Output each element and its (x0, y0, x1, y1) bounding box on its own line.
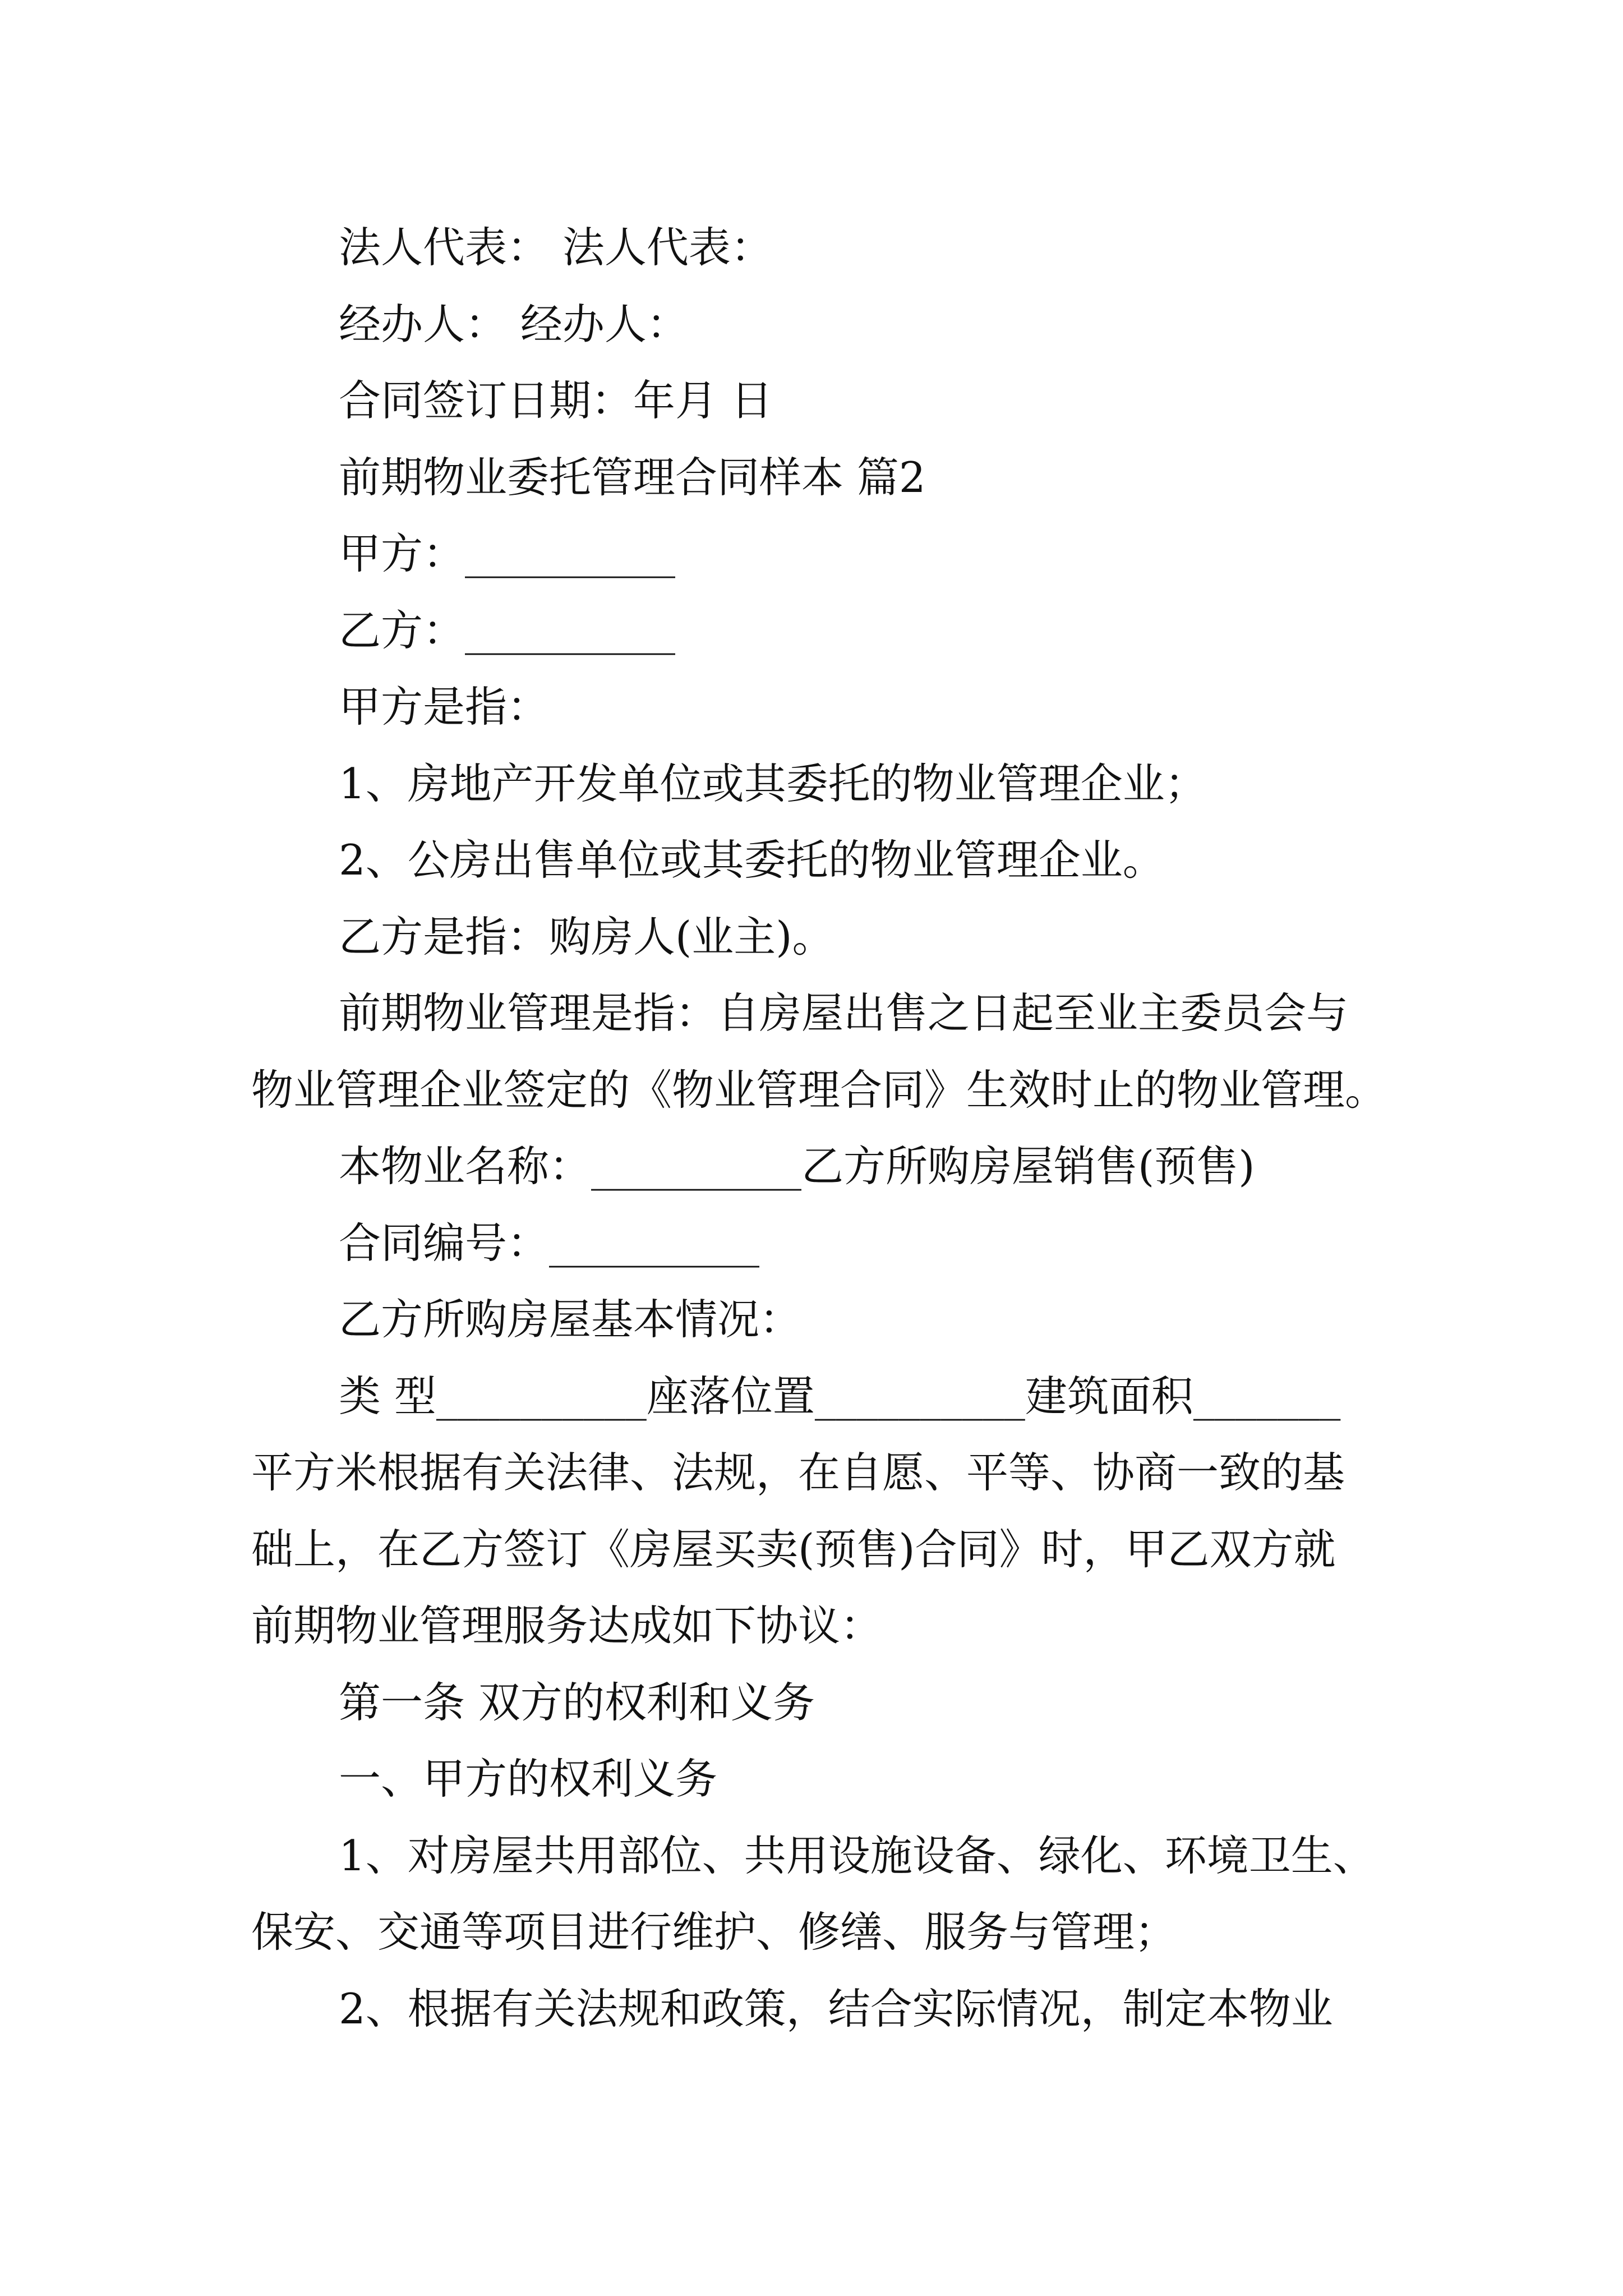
party-b-definition: 乙方是指：购房人(业主)。 (339, 912, 834, 961)
party-a-definition-heading: 甲方是指： (339, 682, 550, 731)
obligation-item-line: 1、对房屋共用部位、共用设施设备、绿化、环境卫生、 (339, 1830, 1375, 1880)
obligation-item-line: 2、根据有关法规和政策，结合实际情况，制定本物业 (339, 1984, 1333, 2033)
document-body (251, 209, 1586, 2047)
house-info-heading: 乙方所购房屋基本情况： (339, 1295, 802, 1344)
party-a-field: 甲方：__________ (339, 529, 676, 578)
agreement-preamble-line: 础上，在乙方签订《房屋买卖(预售)合同》时，甲乙双方就 (251, 1524, 1336, 1574)
obligation-item-line: 保安、交通等项目进行维护、修缮、服务与管理； (251, 1907, 1177, 1957)
party-b-field: 乙方：__________ (339, 605, 676, 655)
agreement-preamble-line: 平方米根据有关法律、法规，在自愿、平等、协商一致的基 (251, 1448, 1345, 1497)
party-a-definition-item: 2、公房出售单位或其委托的物业管理企业。 (339, 835, 1165, 885)
signing-date-line: 合同签订日期：年月 日 (339, 376, 773, 425)
legal-representative-line: 法人代表： 法人代表： (339, 223, 773, 272)
agreement-preamble-line: 前期物业管理服务达成如下协议： (251, 1601, 883, 1650)
party-a-definition-item: 1、房地产开发单位或其委托的物业管理企业； (339, 758, 1207, 808)
handler-line: 经办人： 经办人： (339, 299, 689, 349)
property-name-field: 本物业名称：__________乙方所购房屋销售(预售) (339, 1142, 1255, 1191)
section-title: 前期物业委托管理合同样本 篇2 (339, 452, 926, 502)
contract-number-field: 合同编号：__________ (339, 1218, 760, 1268)
preliminary-management-definition-line: 前期物业管理是指：自房屋出售之日起至业主委员会与 (339, 988, 1349, 1038)
house-info-fields: 类 型__________座落位置__________建筑面积_______ (339, 1371, 1341, 1421)
article-heading: 第一条 双方的权利和义务 (339, 1677, 815, 1727)
subsection-heading: 一、甲方的权利义务 (339, 1754, 718, 1803)
preliminary-management-definition-line: 物业管理企业签定的《物业管理合同》生效时止的物业管理。 (251, 1065, 1387, 1115)
